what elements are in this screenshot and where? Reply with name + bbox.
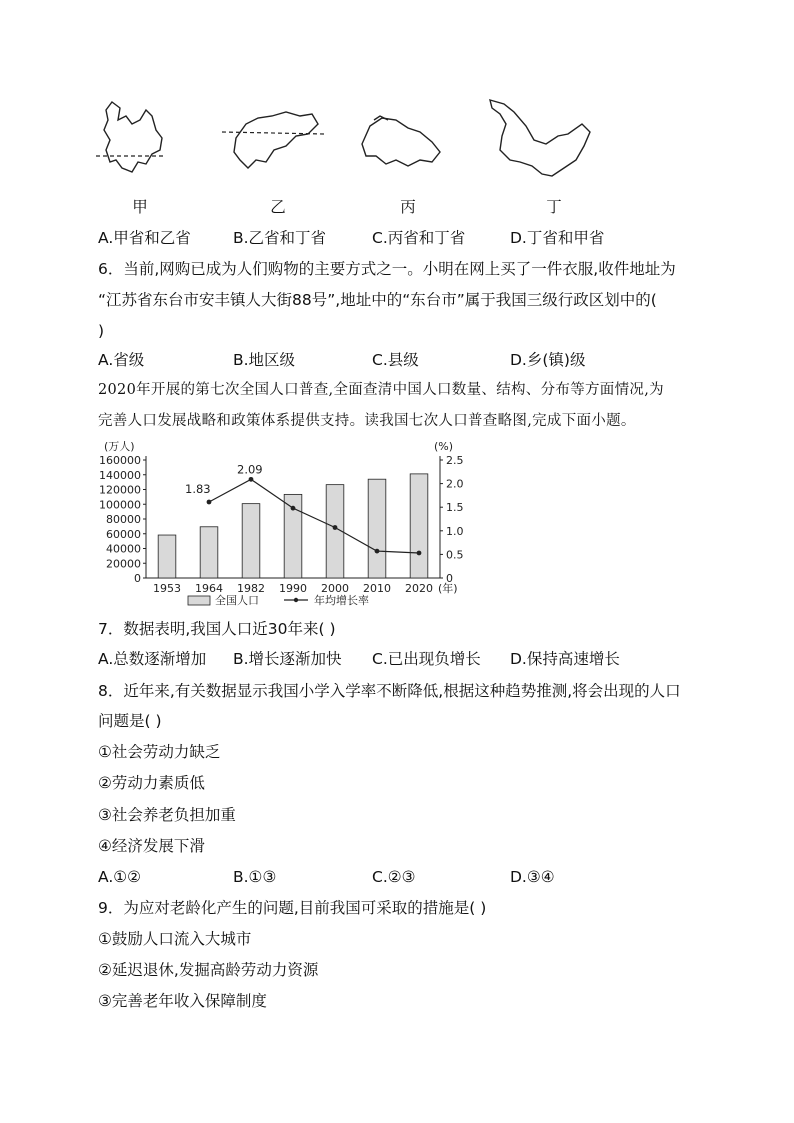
- q8-option-d[interactable]: D.③④: [510, 868, 555, 886]
- left-tick-label: 100000: [99, 498, 141, 512]
- left-axis-unit: (万人): [104, 440, 135, 453]
- q8-stem-line1: 8．近年来,有关数据显示我国小学入学率不断降低,根据这种趋势推测,将会出现的人口: [98, 682, 681, 700]
- q8-stem-line2: 问题是( ): [98, 712, 162, 730]
- x-tick-label: 1953: [153, 582, 181, 595]
- right-tick-label: 2.0: [446, 477, 464, 491]
- census-chart: [98, 436, 490, 614]
- legend-swatch-growth-point: [294, 598, 298, 602]
- q7-option-a[interactable]: A.总数逐渐增加: [98, 650, 207, 668]
- q6-stem-line2: “江苏省东台市安丰镇人大街88号”,地址中的“东台市”属于我国三级行政区划中的(: [98, 291, 657, 309]
- intro-line1: 2020年开展的第七次全国人口普查,全面查清中国人口数量、结构、分布等方面情况,为: [98, 382, 664, 398]
- q8-option-c[interactable]: C.②③: [372, 868, 416, 886]
- growth-rate-line: [209, 479, 419, 553]
- population-bar: [200, 527, 218, 578]
- province-maps: [90, 90, 610, 190]
- q9-item-3: ③完善老年收入保障制度: [98, 992, 267, 1010]
- population-bar: [242, 504, 260, 578]
- q6-stem-line3: ): [98, 322, 105, 340]
- left-tick-label: 60000: [106, 527, 141, 541]
- intro-line2: 完善人口发展战略和政策体系提供支持。读我国七次人口普查略图,完成下面小题。: [98, 413, 636, 429]
- growth-rate-point: [249, 477, 254, 482]
- x-axis-unit: (年): [438, 582, 458, 595]
- map-caption-ding: 丁: [546, 198, 562, 216]
- q6-option-d[interactable]: D.乡(镇)级: [510, 351, 586, 369]
- x-tick-label: 1990: [279, 582, 307, 595]
- growth-rate-point: [291, 506, 296, 511]
- left-tick-label: 120000: [99, 483, 141, 497]
- map-caption-bing: 丙: [400, 198, 416, 216]
- left-tick-label: 80000: [106, 513, 141, 526]
- map-jia: [96, 102, 164, 172]
- map-caption-jia: 甲: [132, 198, 148, 216]
- annotation-1: 1.83: [185, 482, 211, 497]
- q8-item-2: ②劳动力素质低: [98, 774, 205, 792]
- q5-option-a[interactable]: A.甲省和乙省: [98, 229, 191, 247]
- legend-label-growth: 年均增长率: [314, 594, 369, 607]
- annotation-2: 2.09: [237, 462, 263, 477]
- left-tick-label: 20000: [106, 557, 141, 571]
- q7-option-d[interactable]: D.保持高速增长: [510, 650, 620, 668]
- q8-option-a[interactable]: A.①②: [98, 868, 142, 886]
- map-bing: [362, 116, 440, 166]
- x-tick-label: 1982: [237, 582, 265, 595]
- left-tick-label: 40000: [106, 542, 141, 556]
- q6-option-b[interactable]: B.地区级: [233, 351, 296, 369]
- map-ding: [490, 100, 590, 176]
- q5-option-b[interactable]: B.乙省和丁省: [233, 229, 327, 247]
- x-tick-label: 2010: [363, 582, 391, 595]
- q7-option-b[interactable]: B.增长逐渐加快: [233, 650, 342, 668]
- q6-option-a[interactable]: A.省级: [98, 351, 145, 369]
- left-tick-label: 160000: [99, 454, 141, 467]
- q6-stem-line1: 6．当前,网购已成为人们购物的主要方式之一。小明在网上买了一件衣服,收件地址为: [98, 260, 676, 278]
- q9-item-1: ①鼓励人口流入大城市: [98, 930, 252, 948]
- population-bar: [368, 479, 386, 578]
- right-tick-label: 2.5: [446, 454, 464, 467]
- q7-option-c[interactable]: C.已出现负增长: [372, 650, 481, 668]
- growth-rate-point: [333, 525, 338, 530]
- legend-label-population: 全国人口: [215, 594, 259, 607]
- q6-option-c[interactable]: C.县级: [372, 351, 419, 369]
- q8-item-1: ①社会劳动力缺乏: [98, 743, 221, 761]
- left-tick-label: 140000: [99, 468, 141, 482]
- right-tick-label: 1.0: [446, 524, 464, 538]
- growth-rate-point: [207, 500, 212, 505]
- x-tick-label: 2000: [321, 582, 349, 595]
- growth-rate-point: [375, 549, 380, 554]
- legend-swatch-population: [188, 596, 210, 605]
- q9-item-2: ②延迟退休,发掘高龄劳动力资源: [98, 961, 319, 979]
- right-tick-label: 0.5: [446, 548, 464, 562]
- right-axis-unit: (%): [434, 440, 454, 453]
- right-tick-label: 0: [446, 572, 453, 585]
- q5-option-c[interactable]: C.丙省和丁省: [372, 229, 466, 247]
- left-tick-label: 0: [134, 572, 141, 585]
- population-bar: [410, 474, 428, 578]
- q8-item-4: ④经济发展下滑: [98, 837, 205, 855]
- q7-stem: 7．数据表明,我国人口近30年来( ): [98, 620, 336, 638]
- x-tick-label: 1964: [195, 582, 223, 595]
- q9-stem: 9．为应对老龄化产生的问题,目前我国可采取的措施是( ): [98, 899, 487, 917]
- q5-option-d[interactable]: D.丁省和甲省: [510, 229, 605, 247]
- right-tick-label: 1.5: [446, 501, 464, 515]
- q8-option-b[interactable]: B.①③: [233, 868, 277, 886]
- growth-rate-point: [417, 551, 422, 556]
- q8-item-3: ③社会养老负担加重: [98, 806, 236, 824]
- population-bar: [158, 535, 176, 578]
- x-tick-label: 2020: [405, 582, 433, 595]
- map-caption-yi: 乙: [270, 198, 286, 216]
- map-yi: [222, 112, 324, 168]
